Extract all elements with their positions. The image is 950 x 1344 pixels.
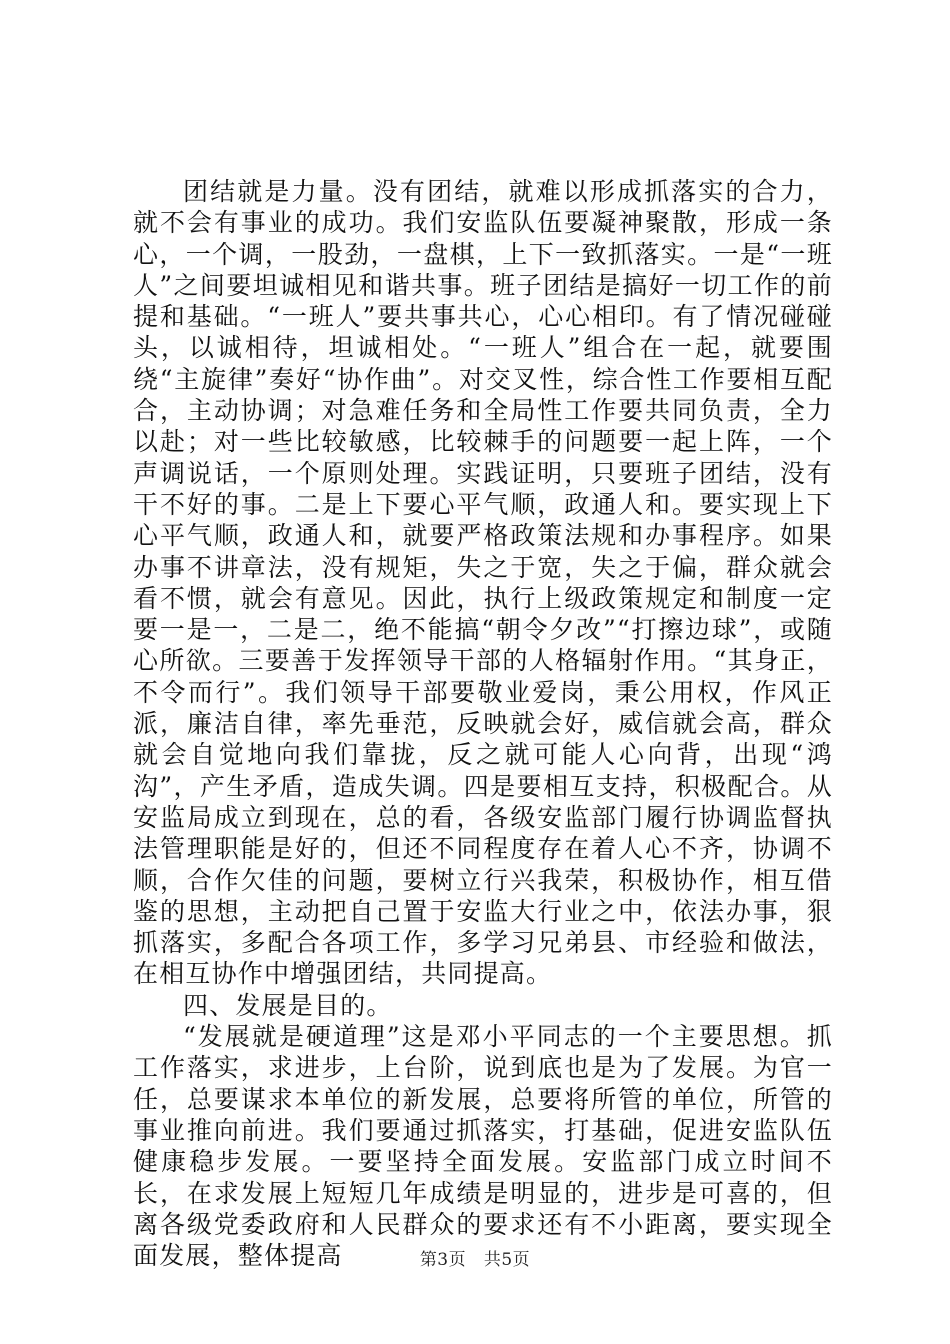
page-total: 共5页 — [483, 1250, 531, 1270]
page-footer — [0, 1250, 950, 1270]
paragraph-development: “发展就是硬道理”这是邓小平同志的一个主要思想。抓工作落实，求进步，上台阶，说到底也是为了发展。为官一任，总要谋求本单位的新发展，总要将所管的单位，所管的事业推向前进。我们要通过抓落实，打基础，促进安监队伍健康稳步发展。一要坚持全面发展。安监部门成立时间不长，在求发展上短短几年成绩是明显的，进步是可喜的，但离各级党委政府和人民群众的要求还有不小距离，要实现全面发展，整体提高 — [133, 1022, 833, 1271]
paragraph-unity: 团结就是力量。没有团结，就难以形成抓落实的合力，就不会有事业的成功。我们安监队伍要凝神聚散，形成一条心，一个调，一股劲，一盘棋，上下一致抓落实。一是“一班人”之间要坦诚相见和谐共事。班子团结是搞好一切工作的前提和基础。“一班人”要共事共心，心心相印。有了情况碰碰头，以诚相待，坦诚相处。“一班人”组合在一起，就要围绕“主旋律”奏好“协作曲”。对交叉性，综合性工作要相互配合，主动协调；对急难任务和全局性工作要共同负责，全力以赴；对一些比较敏感，比较棘手的问题要一起上阵，一个声调说话，一个原则处理。实践证明，只要班子团结，没有干不好的事。二是上下要心平气顺，政通人和。要实现上下心平气顺，政通人和，就要严格政策法规和办事程序。如果办事不讲章法，没有规矩，失之于宽，失之于偏，群众就会看不惯，就会有意见。因此，执行上级政策规定和制度一定要一是一，二是二，绝不能搞“朝令夕改”“打擦边球”，或随心所欲。三要善于发挥领导干部的人格辐射作用。“其身正，不令而行”。我们领导干部要敬业爱岗，秉公用权，作风正派，廉洁自律，率先垂范，反映就会好，威信就会高，群众就会自觉地向我们靠拢，反之就可能人心向背，出现“鸿沟”，产生矛盾，造成失调。四是要相互支持，积极配合。从安监局成立到现在，总的看，各级安监部门履行协调监督执法管理职能是好的，但还不同程度存在着人心不齐，协调不顺，合作欠佳的问题，要树立行兴我荣，积极协作，相互借鉴的思想，主动把自己置于安监大行业之中，依法办事，狠抓落实，多配合各项工作，多学习兄弟县、市经验和做法，在相互协作中增强团结，共同提高。 — [133, 177, 833, 989]
page-number: 第3页 — [419, 1250, 467, 1270]
page-spacer — [472, 1250, 478, 1270]
section-heading-development: 四、发展是目的。 — [183, 990, 393, 1020]
document-body — [133, 176, 833, 1271]
